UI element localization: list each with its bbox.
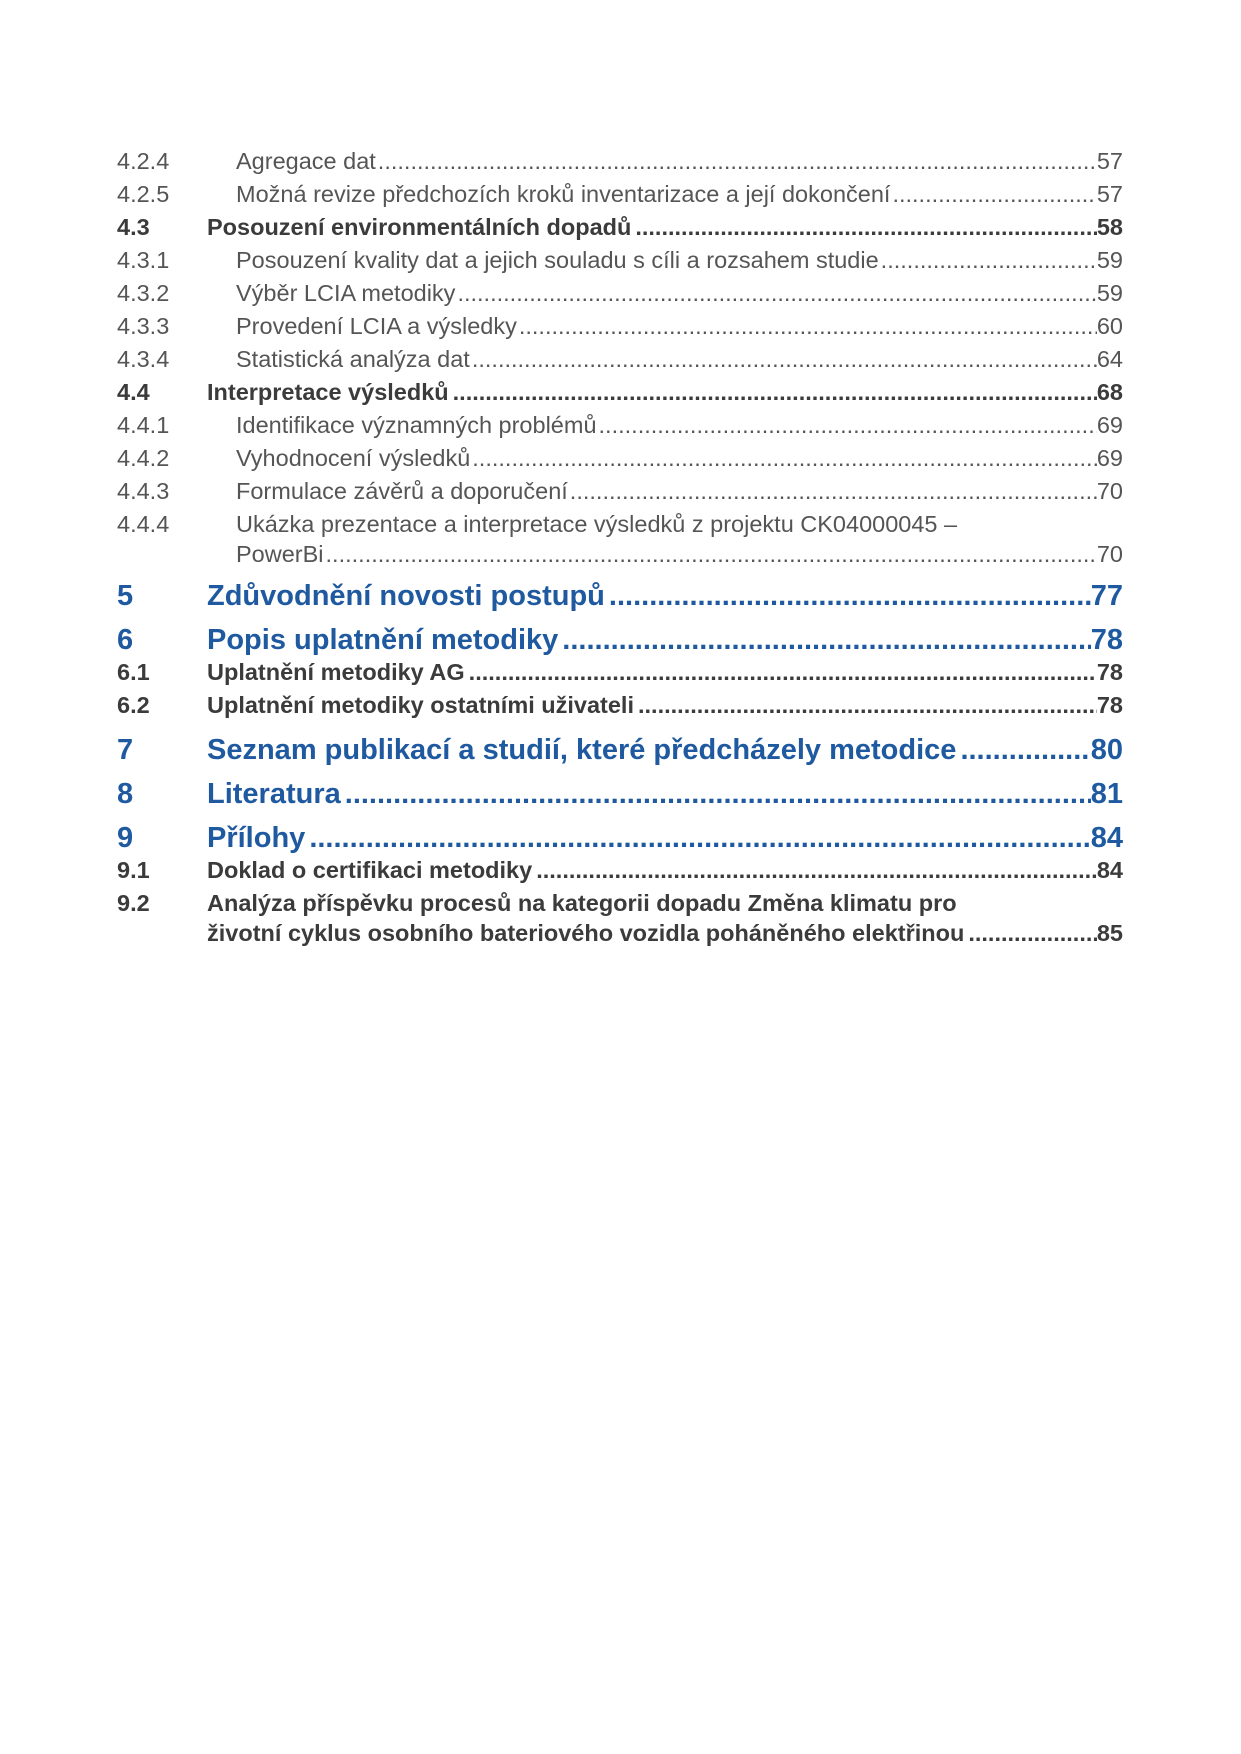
toc-number: 4.2.5 [117, 181, 170, 207]
toc-leader-dots [635, 212, 1097, 242]
toc-title: Posouzení kvality dat a jejich souladu s cíli a rozsahem studie [236, 247, 879, 273]
toc-leader-dots [472, 344, 1097, 374]
toc-number: 4.4 [117, 379, 150, 405]
toc-title: Agregace dat [236, 148, 376, 174]
toc-title: Statistická analýza dat [236, 346, 470, 372]
toc-entry-4-3-1[interactable] [117, 245, 1123, 278]
toc-title: Uplatnění metodiky AG [207, 659, 465, 685]
toc-entry-6[interactable] [117, 623, 1123, 657]
toc-page-number: 77 [1090, 580, 1123, 612]
toc-page-number: 68 [1096, 379, 1123, 405]
toc-entry-4-2-5[interactable] [117, 179, 1123, 212]
toc-page-number: 58 [1096, 214, 1123, 240]
toc-title: Popis uplatnění metodiky [207, 624, 559, 656]
toc-title: Literatura [207, 778, 341, 810]
toc-number: 4.4.4 [117, 511, 170, 537]
toc-entry-5[interactable] [117, 579, 1123, 613]
toc-entry-4-2-4[interactable] [117, 146, 1123, 179]
toc-leader-dots [638, 690, 1097, 720]
toc-page-number: 60 [1096, 313, 1123, 339]
toc-entry-4-3-2[interactable] [117, 278, 1123, 311]
toc-number: 4.2.4 [117, 148, 170, 174]
toc-page-number: 81 [1090, 778, 1123, 810]
toc-leader-dots [609, 579, 1091, 613]
toc-page-number: 80 [1090, 734, 1123, 766]
toc-entry-9-2[interactable] [117, 888, 1123, 948]
toc-entry-4-4-2[interactable] [117, 443, 1123, 476]
toc-number: 4.3 [117, 214, 150, 240]
toc-number: 9.1 [117, 857, 150, 883]
toc-entry-9[interactable] [117, 821, 1123, 855]
toc-number: 4.3.3 [117, 313, 170, 339]
toc-page-number: 78 [1090, 624, 1123, 656]
toc-title: Formulace závěrů a doporučení [236, 478, 568, 504]
toc-entry-4-4-4[interactable] [117, 509, 1123, 569]
toc-page-number: 59 [1096, 247, 1123, 273]
toc-title: Provedení LCIA a výsledky [236, 313, 517, 339]
toc-leader-dots [968, 918, 1097, 948]
toc-number: 4.4.1 [117, 412, 170, 438]
toc-title: Výběr LCIA metodiky [236, 280, 456, 306]
toc-number: 4.4.2 [117, 445, 170, 471]
toc-leader-dots [599, 410, 1097, 440]
toc-title-line-1: Analýza příspěvku procesů na kategorii dopadu Změna klimatu pro [207, 890, 957, 916]
toc-leader-dots [469, 657, 1097, 687]
table-of-contents [117, 146, 1123, 948]
toc-leader-dots [309, 821, 1090, 855]
toc-entry-4-3-4[interactable] [117, 344, 1123, 377]
toc-page-number: 69 [1096, 445, 1123, 471]
toc-title: Zdůvodnění novosti postupů [207, 580, 605, 612]
toc-page-number: 57 [1096, 148, 1123, 174]
toc-page-number: 70 [1096, 541, 1123, 567]
toc-leader-dots [378, 146, 1097, 176]
toc-entry-4-4-1[interactable] [117, 410, 1123, 443]
toc-page-number: 78 [1096, 659, 1123, 685]
toc-page-number: 78 [1096, 692, 1123, 718]
toc-entry-8[interactable] [117, 777, 1123, 811]
toc-entry-4-4[interactable] [117, 377, 1123, 410]
toc-page-number: 85 [1096, 920, 1123, 946]
toc-entry-4-3[interactable] [117, 212, 1123, 245]
toc-title-line-1: Ukázka prezentace a interpretace výsledků z projektu CK04000045 – [236, 511, 958, 537]
toc-number: 6.1 [117, 659, 150, 685]
toc-number: 9.2 [117, 890, 150, 916]
toc-leader-dots [457, 278, 1096, 308]
toc-number: 4.3.4 [117, 346, 170, 372]
toc-title-line-2: PowerBi [236, 541, 324, 567]
toc-number: 6 [117, 624, 134, 656]
toc-page-number: 84 [1090, 822, 1123, 854]
toc-entry-4-4-3[interactable] [117, 476, 1123, 509]
toc-title-line-2: životní cyklus osobního bateriového vozidla poháněného elektřinou [207, 920, 965, 946]
toc-number: 4.4.3 [117, 478, 170, 504]
toc-page-number: 84 [1096, 857, 1123, 883]
toc-leader-dots [536, 855, 1097, 885]
toc-leader-dots [326, 539, 1097, 569]
toc-number: 4.3.2 [117, 280, 170, 306]
toc-entry-7[interactable] [117, 733, 1123, 767]
toc-page-number: 64 [1096, 346, 1123, 372]
toc-entry-6-1[interactable] [117, 657, 1123, 690]
toc-title: Doklad o certifikaci metodiky [207, 857, 533, 883]
toc-number: 6.2 [117, 692, 150, 718]
toc-leader-dots [881, 245, 1097, 275]
toc-leader-dots [570, 476, 1097, 506]
toc-number: 9 [117, 822, 134, 854]
toc-leader-dots [453, 377, 1097, 407]
toc-title: Interpretace výsledků [207, 379, 449, 405]
toc-leader-dots [345, 777, 1091, 811]
toc-number: 5 [117, 580, 134, 612]
toc-title: Posouzení environmentálních dopadů [207, 214, 632, 240]
toc-title: Možná revize předchozích kroků inventarizace a její dokončení [236, 181, 891, 207]
toc-number: 4.3.1 [117, 247, 170, 273]
toc-page-number: 69 [1096, 412, 1123, 438]
toc-page-number: 59 [1096, 280, 1123, 306]
toc-entry-6-2[interactable] [117, 690, 1123, 723]
toc-leader-dots [892, 179, 1096, 209]
toc-title: Seznam publikací a studií, které předcházely metodice [207, 734, 957, 766]
toc-title: Uplatnění metodiky ostatními uživateli [207, 692, 634, 718]
toc-title: Vyhodnocení výsledků [236, 445, 471, 471]
toc-leader-dots [472, 443, 1097, 473]
toc-page-number: 70 [1096, 478, 1123, 504]
toc-number: 7 [117, 734, 134, 766]
toc-title: Identifikace významných problémů [236, 412, 597, 438]
toc-leader-dots [960, 733, 1090, 767]
toc-entry-9-1[interactable] [117, 855, 1123, 888]
toc-entry-4-3-3[interactable] [117, 311, 1123, 344]
toc-leader-dots [562, 623, 1090, 657]
toc-leader-dots [519, 311, 1097, 341]
toc-page-number: 57 [1096, 181, 1123, 207]
toc-number: 8 [117, 778, 134, 810]
toc-title: Přílohy [207, 822, 306, 854]
